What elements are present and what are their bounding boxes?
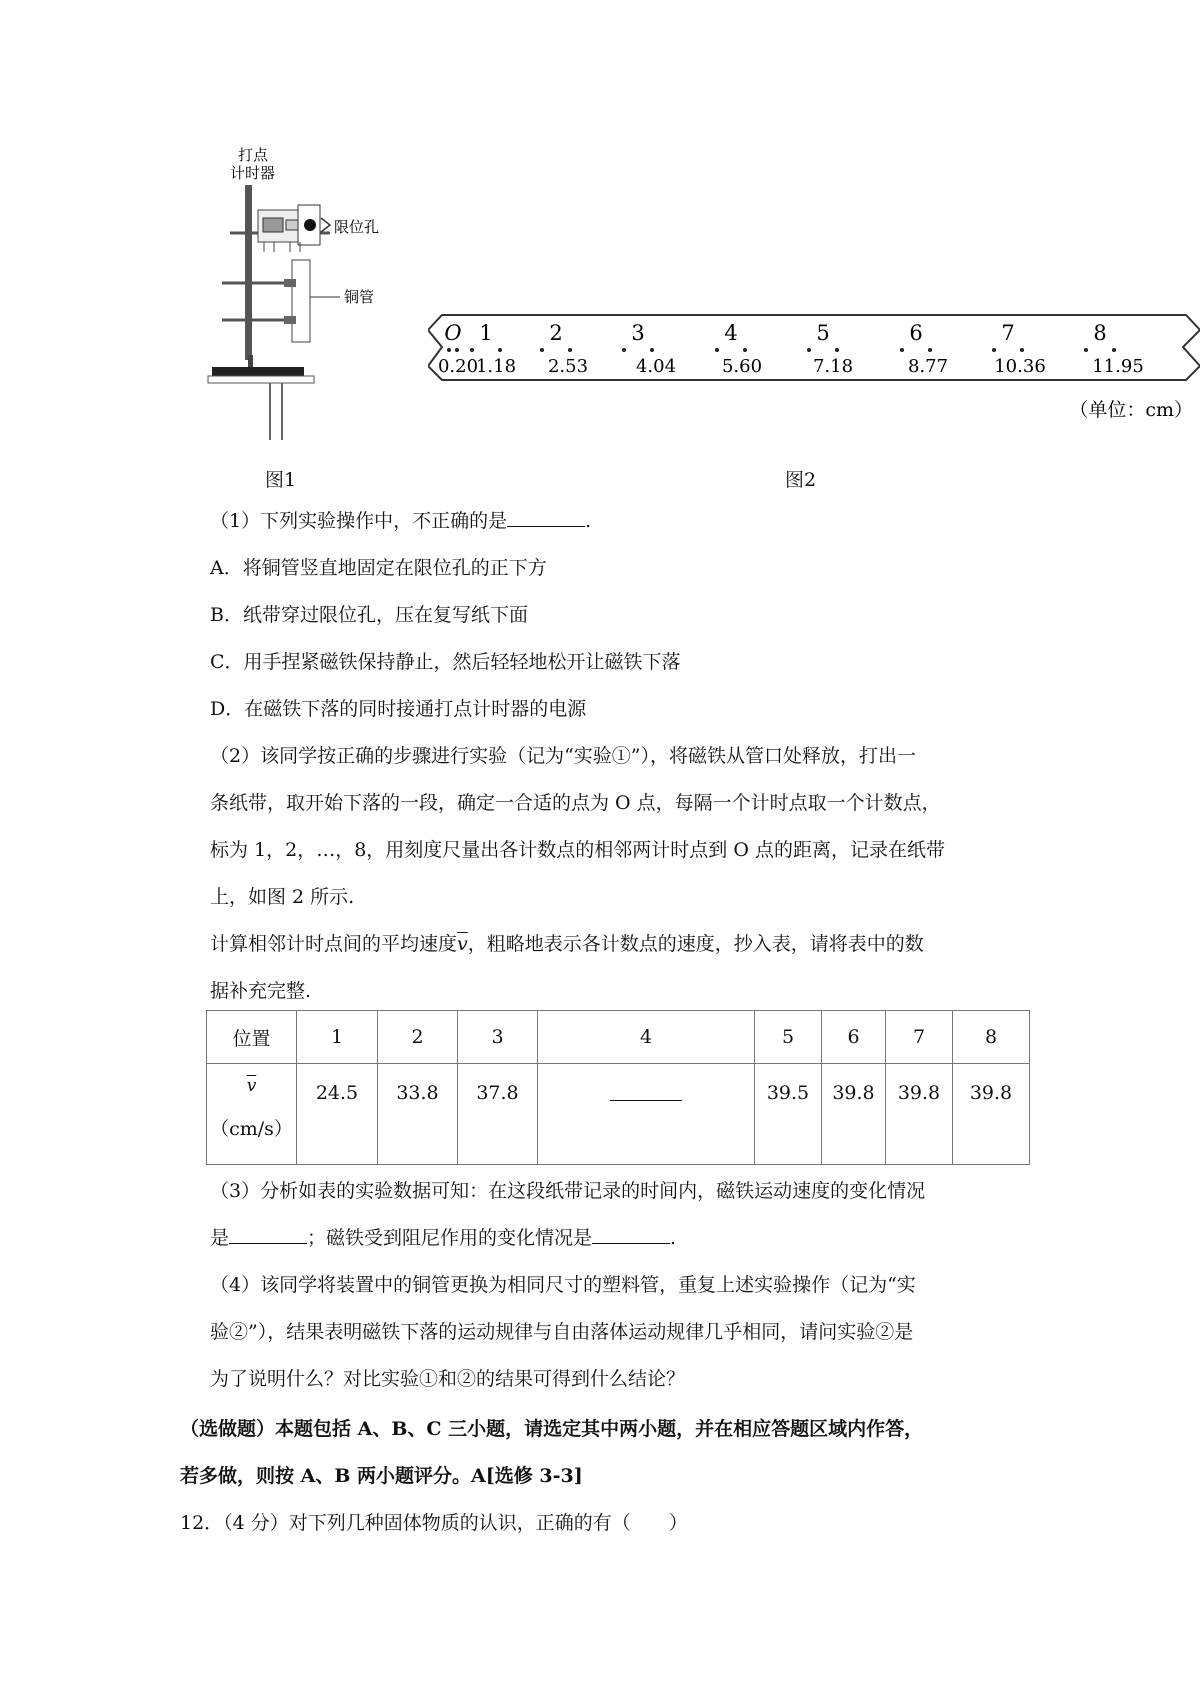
q12-stem: 12．（4 分）对下列几种固体物质的认识，正确的有（ ） [180, 1512, 688, 1534]
table-value: 39.8 [822, 1064, 886, 1165]
q3-answer-blank-1[interactable] [229, 1225, 307, 1244]
tape-point-label: 1 [479, 321, 493, 345]
copper-tube [292, 260, 310, 342]
tape-dot [900, 348, 904, 352]
table-position: 2 [378, 1011, 458, 1064]
q1-option-b: B．纸带穿过限位孔，压在复写纸下面 [210, 604, 528, 626]
q3-line-1: （3）分析如表的实验数据可知：在这段纸带记录的时间内，磁铁运动速度的变化情况 [210, 1180, 926, 1202]
table-value-blank-cell [538, 1064, 755, 1165]
tape-distance-label: 8.77 [907, 356, 949, 377]
table-answer-blank[interactable] [610, 1082, 682, 1101]
table-value: 39.8 [953, 1064, 1030, 1165]
table-value: 39.8 [886, 1064, 953, 1165]
tape-dot [447, 348, 451, 352]
table-value: 33.8 [378, 1064, 458, 1165]
q4-line-1: （4）该同学将装置中的铜管更换为相同尺寸的塑料管，重复上述实验操作（记为“实 [210, 1274, 916, 1296]
tape-point-label: 2 [549, 321, 563, 345]
q1-stem-text: （1）下列实验操作中，不正确的是 [210, 510, 508, 532]
tape-dot [470, 348, 474, 352]
q1-stem: （1）下列实验操作中，不正确的是 . [210, 510, 592, 532]
table-v-symbol: $\overline{v}$ [246, 1076, 257, 1096]
figure2-tape [428, 310, 1200, 422]
table-row-label [207, 1064, 297, 1165]
stand-base [212, 367, 304, 376]
figure1-apparatus [200, 140, 430, 450]
tape-distance-label: 5.60 [721, 356, 763, 377]
tape-dot [650, 348, 654, 352]
elective-line-1: （选做题）本题包括 A、B、C 三小题，请选定其中两小题，并在相应答题区域内作答， [180, 1418, 924, 1440]
q1-option-d: D．在磁铁下落的同时接通打点计时器的电源 [210, 698, 587, 720]
tape-distance-label: 1.18 [475, 356, 517, 377]
tape-distance-label: 7.18 [812, 356, 854, 377]
tape-dot [743, 348, 747, 352]
table-position: 1 [297, 1011, 378, 1064]
limit-hole [304, 219, 316, 231]
tape-unit: （单位：cm） [1069, 399, 1193, 421]
tape-dot [1084, 348, 1088, 352]
tape-dot [715, 348, 719, 352]
table-value: 37.8 [458, 1064, 538, 1165]
table-value: 24.5 [297, 1064, 378, 1165]
tape-dot [992, 348, 996, 352]
limit-hole-label: 限位孔 [334, 218, 380, 236]
tape-distance-label: 11.95 [1092, 356, 1144, 377]
tape-point-label: O [444, 321, 462, 345]
q1-answer-blank[interactable] [507, 508, 585, 527]
velocity-table [206, 1010, 1030, 1165]
figure2-caption: 图2 [785, 469, 817, 491]
tape-point-label: 5 [816, 321, 830, 345]
timer-label-line1: 打点 [238, 146, 269, 164]
tape-dot [455, 348, 459, 352]
copper-tube-label: 铜管 [344, 288, 375, 306]
q2-line-2: 条纸带，取开始下落的一段，确定一合适的点为 O 点，每隔一个计时点取一个计数点， [210, 792, 941, 814]
tape-dot [1020, 348, 1024, 352]
table-value-row [207, 1064, 1030, 1165]
tape-point-label: 4 [724, 321, 738, 345]
tape-dot [498, 348, 502, 352]
tape-point-label: 7 [1001, 321, 1015, 345]
tape-dot [928, 348, 932, 352]
tape-dot [622, 348, 626, 352]
table-position: 8 [953, 1011, 1030, 1064]
table-header-label: 位置 [207, 1011, 297, 1064]
tape-dot [807, 348, 811, 352]
tape-distance-label: 4.04 [635, 356, 677, 377]
table-position: 3 [458, 1011, 538, 1064]
table-position: 4 [538, 1011, 755, 1064]
elective-line-2: 若多做，则按 A、B 两小题评分。A[选修 3-3] [180, 1465, 583, 1487]
tape-distance-label: 2.53 [547, 356, 589, 377]
q2-calc-line-1: 计算相邻计时点间的平均速度$\overline{v}$，粗略地表示各计数点的速度，抄入表，请将表中的数 [210, 933, 924, 955]
table-position: 7 [886, 1011, 953, 1064]
timer-label-line2: 计时器 [230, 164, 276, 182]
tape-dot [568, 348, 572, 352]
tape-dot [1112, 348, 1116, 352]
q2-calc-line-2: 据补充完整. [210, 980, 312, 1002]
tape-distance-label: 0.20 [437, 356, 479, 377]
tape-point-label: 8 [1093, 321, 1107, 345]
q2-line-3: 标为 1，2，…，8，用刻度尺量出各计数点的相邻两计时点到 O 点的距离，记录在纸带 [210, 839, 945, 861]
figure1-caption: 图1 [265, 469, 297, 491]
table-position: 6 [822, 1011, 886, 1064]
q3-answer-blank-2[interactable] [592, 1225, 670, 1244]
tape-distance-label: 10.36 [994, 356, 1046, 377]
q2-line-4: 上，如图 2 所示. [210, 886, 355, 908]
table-header-row [207, 1011, 1030, 1064]
q1-option-a: A．将铜管竖直地固定在限位孔的正下方 [210, 557, 547, 579]
table-unit: （cm/s） [210, 1118, 293, 1140]
v-bar-symbol: $\overline{v}$ [457, 933, 468, 955]
q4-line-3: 为了说明什么？对比实验①和②的结果可得到什么结论？ [210, 1368, 686, 1390]
tape-point-label: 3 [631, 321, 645, 345]
tape-dot [835, 348, 839, 352]
q2-line-1: （2）该同学按正确的步骤进行实验（记为“实验①”），将磁铁从管口处释放，打出一 [210, 745, 917, 767]
q3-line-2: 是 ；磁铁受到阻尼作用的变化情况是 . [210, 1227, 677, 1249]
stand-rod [245, 185, 252, 360]
table-value: 39.5 [755, 1064, 822, 1165]
table-position: 5 [755, 1011, 822, 1064]
tape-point-label: 6 [909, 321, 923, 345]
q4-line-2: 验②”），结果表明磁铁下落的运动规律与自由落体运动规律几乎相同，请问实验②是 [210, 1321, 914, 1343]
tape-dot [540, 348, 544, 352]
q1-option-c: C．用手捏紧磁铁保持静止，然后轻轻地松开让磁铁下落 [210, 651, 681, 673]
